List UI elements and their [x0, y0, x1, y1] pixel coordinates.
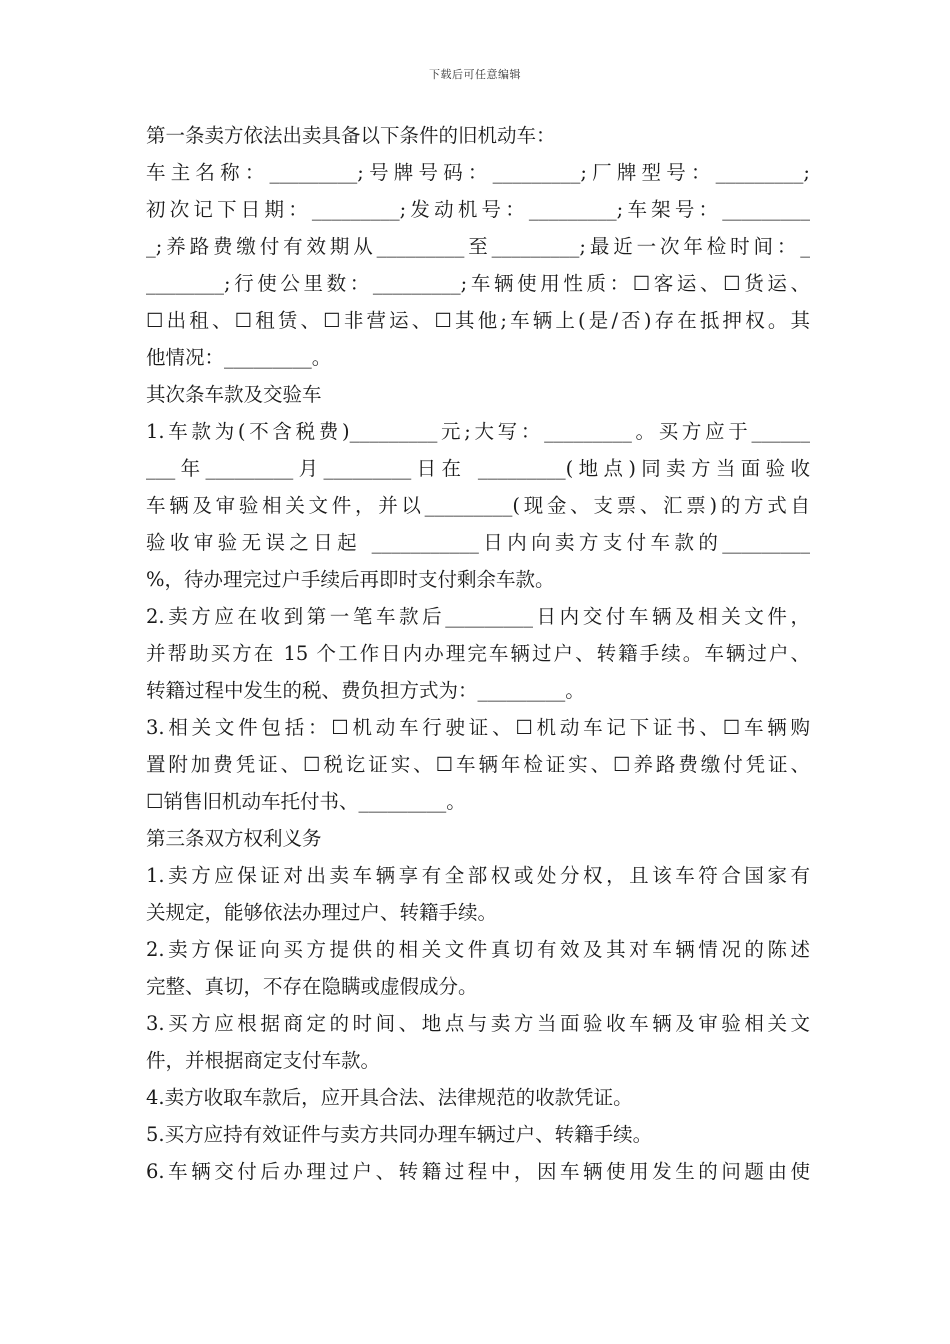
document-line: ________;行使公里数：_________;车辆使用性质：☐客运、☐货运、 [146, 272, 810, 295]
document-line: 件，并根据商定支付车款。 [146, 1049, 381, 1072]
document-line: 车主名称：_________;号牌号码：_________;厂牌型号：_________; [146, 161, 810, 184]
document-line: %，待办理完过户手续后再即时支付剩余车款。 [146, 568, 555, 591]
document-line: 关规定，能够依法办理过户、转籍手续。 [146, 901, 498, 924]
document-line: 验收审验无误之日起 ___________日内向卖方支付车款的_________ [146, 531, 810, 554]
page-header-note: 下载后可任意编辑 [429, 68, 521, 81]
document-line: 第一条卖方依法出卖具备以下条件的旧机动车： [146, 124, 556, 147]
document-line: 2.卖方应在收到第一笔车款后_________日内交付车辆及相关文件， [146, 605, 810, 628]
document-body [146, 117, 810, 1190]
document-line: 6.车辆交付后办理过户、转籍过程中，因车辆使用发生的问题由使 [146, 1160, 810, 1183]
document-line: 3.相关文件包括：☐机动车行驶证、☐机动车记下证书、☐车辆购 [146, 716, 810, 739]
document-line: 1.卖方应保证对出卖车辆享有全部权或处分权，且该车符合国家有 [146, 864, 810, 887]
document-line: _;养路费缴付有效期从_________至_________;最近一次年检时间：_ [146, 235, 810, 258]
document-line: 并帮助买方在 15 个工作日内办理完车辆过户、转籍手续。车辆过户、 [146, 642, 810, 665]
document-line: 转籍过程中发生的税、费负担方式为：_________。 [146, 679, 585, 702]
document-line: 初次记下日期：_________;发动机号：_________;车架号：_________ [146, 198, 810, 221]
document-line: 置附加费凭证、☐税讫证实、☐车辆年检证实、☐养路费缴付凭证、 [146, 753, 810, 776]
document-line: 1.车款为(不含税费)_________元;大写：_________。买方应于______ [146, 420, 810, 443]
document-line: 其次条车款及交验车 [146, 383, 322, 406]
document-line: 完整、真切，不存在隐瞒或虚假成分。 [146, 975, 478, 998]
document-line: 3.买方应根据商定的时间、地点与卖方当面验收车辆及审验相关文 [146, 1012, 810, 1035]
document-line: 5.买方应持有效证件与卖方共同办理车辆过户、转籍手续。 [146, 1123, 653, 1146]
document-line: 4.卖方收取车款后，应开具合法、法律规范的收款凭证。 [146, 1086, 633, 1109]
document-line: 他情况：_________。 [146, 346, 332, 369]
document-line: ☐出租、☐租赁、☐非营运、☐其他;车辆上(是/否)存在抵押权。其 [146, 309, 810, 332]
document-line: ___年_________月_________日在 _________(地点)同卖方当面验收 [146, 457, 810, 480]
document-line: 第三条双方权利义务 [146, 827, 322, 850]
document-line: ☐销售旧机动车托付书、_________。 [146, 790, 466, 813]
document-line: 2.卖方保证向买方提供的相关文件真切有效及其对车辆情况的陈述 [146, 938, 810, 961]
document-line: 车辆及审验相关文件，并以_________(现金、支票、汇票)的方式自 [146, 494, 810, 517]
